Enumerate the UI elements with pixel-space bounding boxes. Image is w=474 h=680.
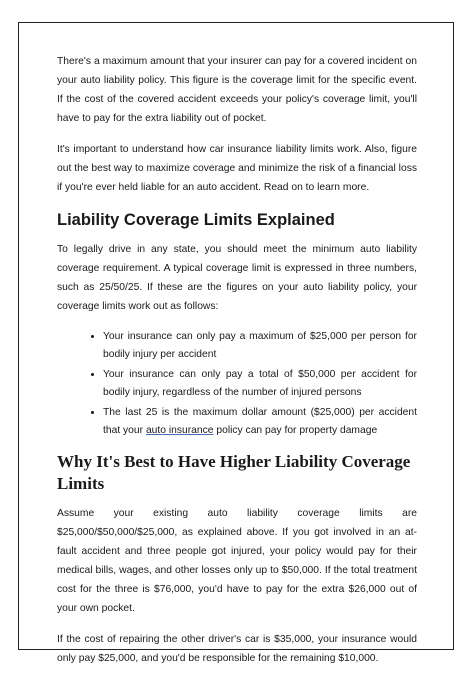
auto-insurance-link[interactable]: auto insurance [145, 424, 214, 436]
list-item-text: The last 25 is the maximum dollar amount ($25,000) per accident that your [103, 407, 417, 436]
section-heading-higher-limits: Why It's Best to Have Higher Liability Coverage Limits [57, 452, 411, 493]
paragraph-intro: There's a maximum amount that your insurer can pay for a covered incident on your auto liability policy. This figure is the coverage limit for the specific event. If the cost of the covered accident exceeds your policy's coverage limit, you'll have to pay for the extra liability out of pocket. [57, 56, 417, 124]
paragraph-importance: It's important to understand how car insurance liability limits work. Also, figure out the best way to maximize coverage and minimize the risk of a financial loss if you're ever held liable for an auto accident. Read on to learn more. [57, 144, 417, 193]
paragraph-repair-cost: If the cost of repairing the other driver's car is $35,000, your insurance would only pay $25,000, and you'd be responsible for the remaining $10,000. [57, 634, 417, 664]
list-item: • Your insurance can only pay a maximum of $25,000 per person for bodily injury per accident [103, 328, 417, 363]
paragraph-example: Assume your existing auto liability coverage limits are $25,000/$50,000/$25,000, as explained above. If you got involved in an at-fault accident and three people got injured, your policy would pay for their medical bills, wages, and other losses only up to $50,000. If the total treatment cost for the three is $76,000, you'd have to pay for the extra $26,000 out of your own pocket. [57, 508, 417, 614]
coverage-list [57, 328, 417, 439]
paragraph-requirement: To legally drive in any state, you should meet the minimum auto liability coverage requirement. A typical coverage limit is expressed in three numbers, such as 25/50/25. If these are the figures on your auto liability policy, your coverage limits work out as follows: [57, 244, 417, 312]
section-heading-limits-explained: Liability Coverage Limits Explained [57, 211, 335, 229]
list-item: • Your insurance can only pay a total of $50,000 per accident for bodily injury, regardless of the number of injured persons [103, 366, 417, 401]
document-body [57, 52, 417, 680]
list-item [103, 404, 417, 439]
list-item-text: policy can pay for property damage [213, 424, 378, 436]
